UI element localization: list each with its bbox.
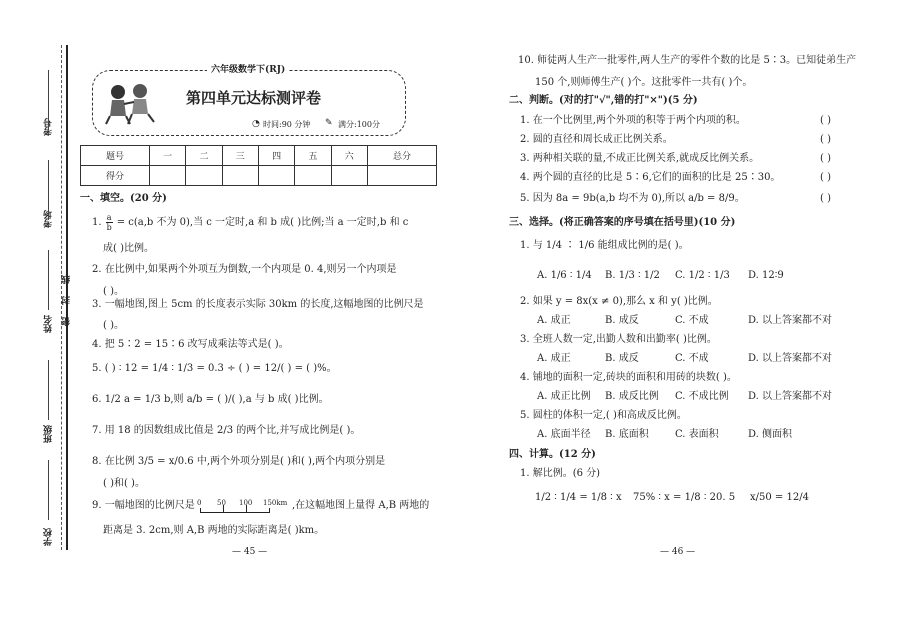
question-8-line-2: ( )和( )。 [103,478,145,489]
page-number-left: — 45 — [232,547,268,557]
side-field-line [48,70,49,130]
exam-title: 第四单元达标测评卷 [186,89,322,107]
scale-label: 50 [217,499,226,507]
judge-paren[interactable]: ( ) [820,193,831,204]
exam-score: 满分:100分 [338,120,380,129]
score-table-header: 题号 [81,146,150,166]
calc-item-1: 1/2 ∶ 1/4 = 1/8 ∶ x [535,492,622,503]
score-table-header: 四 [258,146,294,166]
score-cell[interactable] [149,166,185,186]
choice-3: 3. 全班人数一定,出勤人数和出勤率( )比例。 [520,334,717,345]
question-1-line-2: 成( )比例。 [103,243,154,254]
choice-4-option-d: D. 以上答案都不对 [748,391,833,402]
choice-2: 2. 如果 y = 8x(x ≠ 0),那么 x 和 y( )比例。 [520,296,718,307]
score-cell[interactable] [186,166,222,186]
question-1-line-1: 1. $\frac{a}{b}$ = c(a,b 不为 0),当 c 一定时,a 和 b 成( )比例;当 a 一定时,b 和 c [92,213,409,232]
score-cell[interactable] [295,166,331,186]
score-table-header: 三 [222,146,258,166]
side-label-xian: 线 [62,275,72,284]
score-table-header: 五 [295,146,331,166]
calc-item-3: x/50 = 12/4 [750,492,809,503]
side-field-line [48,360,49,420]
calc-1-heading: 1. 解比例。(6 分) [520,468,601,479]
section-2-heading: 二、判断。(对的打"√",错的打"×")(5 分) [509,95,698,106]
question-9-line-2: 距离是 3. 2cm,则 A,B 两地的实际距离是( )km。 [103,525,325,536]
judge-item-3: 3. 两种相关联的量,不成正比例关系,就成反比例关系。 [520,153,760,164]
scale-label: 150km [263,499,288,507]
question-3-line-1: 3. 一幅地图,图上 5cm 的长度表示实际 30km 的长度,这幅地图的比例尺是 [92,299,424,310]
choice-2-option-d: D. 以上答案都不对 [748,315,833,326]
choice-2-option-a: A. 成正 [537,315,571,326]
scale-label: 100 [239,499,253,507]
scale-label: 0 [197,499,202,507]
choice-3-option-d: D. 以上答案都不对 [748,353,833,364]
score-cell[interactable] [367,166,436,186]
judge-item-4: 4. 两个圆的直径的比是 5∶6,它们的面积的比是 25∶30。 [520,172,781,183]
choice-1: 1. 与 1/4 ∶ 1/6 能组成比例的是( )。 [520,240,689,251]
side-label-feng: 封 [62,296,72,305]
judge-paren[interactable]: ( ) [820,134,831,145]
side-field-line [48,460,49,520]
score-cell[interactable] [331,166,367,186]
children-illustration [102,80,158,126]
judge-paren[interactable]: ( ) [820,153,831,164]
book-icon: ✎ [325,118,333,128]
side-field-line [48,250,49,310]
score-table-header: 二 [186,146,222,166]
choice-4-option-a: A. 成正比例 [537,391,591,402]
book-label: 六年级数学下(RJ) [207,64,289,76]
choice-2-option-c: C. 不成 [675,315,709,326]
judge-paren[interactable]: ( ) [820,172,831,183]
score-row-label: 得分 [81,166,150,186]
choice-1-option-a: A. 1/6 ∶ 1/4 [537,270,592,281]
choice-4: 4. 铺地的面积一定,砖块的面积和用砖的块数( )。 [520,372,737,383]
question-6: 6. 1/2 a = 1/3 b,则 a/b = ( )/( ),a 与 b 成( )比例。 [92,394,329,405]
question-8-line-1: 8. 在比例 3/5 = x/0.6 中,两个外项分别是( )和( ),两个内项分别是 [92,456,386,467]
score-table [80,145,437,186]
question-9-line-1-post: ,在这幅地图上量得 A,B 两地的 [292,500,430,511]
choice-3-option-a: A. 成正 [537,353,571,364]
judge-item-5: 5. 因为 8a = 9b(a,b 均不为 0),所以 a/b = 8/9。 [520,193,745,204]
question-4: 4. 把 5∶2 = 15∶6 改写成乘法等式是( )。 [92,339,289,350]
choice-1-option-c: C. 1/2 ∶ 1/3 [675,270,730,281]
choice-5-option-c: C. 表面积 [675,429,719,440]
side-label-school: 学校 [44,528,54,546]
choice-3-option-b: B. 成反 [605,353,639,364]
side-label-name: 姓名 [44,315,54,333]
score-cell[interactable] [222,166,258,186]
choice-4-option-b: B. 成反比例 [605,391,659,402]
choice-5: 5. 圆柱的体积一定,( )和高成反比例。 [520,410,687,421]
question-10-line-2: 150 个,则师傅生产( )个。这批零件一共有( )个。 [535,77,753,88]
calc-item-2: 75% ∶ x = 1/8 ∶ 20. 5 [633,492,736,503]
choice-3-option-c: C. 不成 [675,353,709,364]
choice-1-option-b: B. 1/3 ∶ 1/2 [605,270,660,281]
side-label-class: 班级 [44,425,54,443]
judge-paren[interactable]: ( ) [820,115,831,126]
judge-item-1: 1. 在一个比例里,两个外项的积等于两个内项的积。 [520,115,746,126]
section-3-heading: 三、选择。(将正确答案的序号填在括号里)(10 分) [509,217,736,228]
side-label-mi: 密 [62,317,72,326]
page-number-right: — 46 — [660,547,696,557]
score-table-header: 一 [149,146,185,166]
question-2-line-2: ( )。 [103,286,124,297]
question-3-line-2: ( )。 [103,320,124,331]
choice-5-option-b: B. 底面积 [605,429,649,440]
exam-time: 时间:90 分钟 [263,120,311,129]
side-label-kaohao: 考号 [44,118,54,136]
question-5: 5. ( ) ∶ 12 = 1/4 ∶ 1/3 = 0.3 ÷ ( ) = 12/( ) = ( )%。 [92,363,337,374]
choice-4-option-c: C. 不成比例 [675,391,729,402]
choice-2-option-b: B. 成反 [605,315,639,326]
score-table-header: 六 [331,146,367,166]
side-field-line [48,160,49,220]
question-2-line-1: 2. 在比例中,如果两个外项互为倒数,一个内项是 0. 4,则另一个内项是 [92,264,397,275]
score-table-header: 总分 [367,146,436,166]
question-10-line-1: 10. 师徒两人生产一批零件,两人生产的零件个数的比是 5∶3。已知徒弟生产 [518,55,857,66]
section-1-heading: 一、填空。(20 分) [80,193,167,204]
scale-bar [200,508,270,513]
choice-5-option-a: A. 底面半径 [537,429,591,440]
question-9-line-1-pre: 9. 一幅地图的比例尺是 [92,500,195,511]
clock-icon: ◔ [252,119,260,129]
question-7: 7. 用 18 的因数组成比值是 2/3 的两个比,并写成比例是( )。 [92,425,361,436]
judge-item-2: 2. 圆的直径和周长成正比例关系。 [520,134,673,145]
choice-1-option-d: D. 12∶9 [748,270,784,281]
section-4-heading: 四、计算。(12 分) [509,449,596,460]
choice-5-option-d: D. 侧面积 [748,429,793,440]
score-cell[interactable] [258,166,294,186]
side-label-kaochang: 考场 [44,210,54,228]
